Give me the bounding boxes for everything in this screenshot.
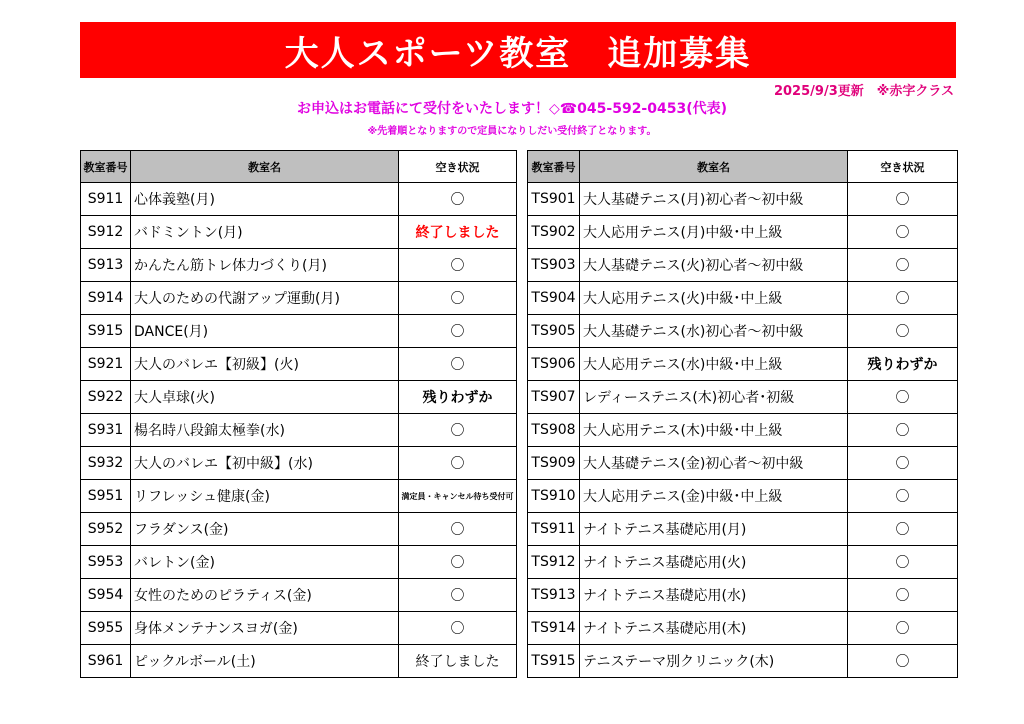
first-come-notice: ※先着順となりますので定員になりしだい受付終了となります。 [367, 126, 657, 137]
table-row [528, 315, 958, 348]
availability-status: 終了しました [399, 645, 517, 678]
class-name: 大人応用テニス(火)中級･中上級 [580, 282, 848, 315]
table-row [528, 513, 958, 546]
availability-status: 〇 [848, 546, 958, 579]
class-code: S961 [81, 645, 131, 678]
class-code: TS915 [528, 645, 580, 678]
class-code: TS910 [528, 480, 580, 513]
availability-status: 満定員・キャンセル待ち受付可 [399, 480, 517, 513]
class-name: フラダンス(金) [131, 513, 399, 546]
availability-status: 〇 [399, 282, 517, 315]
class-name: 大人応用テニス(月)中級･中上級 [580, 216, 848, 249]
class-code: S921 [81, 348, 131, 381]
table-row [81, 612, 517, 645]
availability-status: 〇 [848, 447, 958, 480]
availability-status: 〇 [399, 579, 517, 612]
class-code: TS909 [528, 447, 580, 480]
table-row [81, 282, 517, 315]
table-row [81, 249, 517, 282]
class-name: 大人基礎テニス(水)初心者～初中級 [580, 315, 848, 348]
classes-table-left [80, 150, 517, 678]
class-name: 大人応用テニス(木)中級･中上級 [580, 414, 848, 447]
class-code: TS903 [528, 249, 580, 282]
class-code: TS911 [528, 513, 580, 546]
table-row [528, 183, 958, 216]
class-code: TS908 [528, 414, 580, 447]
classes-table-right [527, 150, 958, 678]
phone-notice: お申込はお電話にて受付をいたします！◇☎045-592-0453(代表) [296, 101, 728, 117]
col-header-status: 空き状況 [399, 151, 517, 183]
availability-status: 〇 [848, 414, 958, 447]
availability-status: 〇 [399, 348, 517, 381]
table-row [528, 414, 958, 447]
class-code: TS907 [528, 381, 580, 414]
class-name: ナイトテニス基礎応用(木) [580, 612, 848, 645]
table-row [81, 546, 517, 579]
class-code: TS913 [528, 579, 580, 612]
class-code: TS902 [528, 216, 580, 249]
class-name: 大人のバレエ【初級】(火) [131, 348, 399, 381]
class-name: 身体メンテナンスヨガ(金) [131, 612, 399, 645]
table-row [528, 348, 958, 381]
availability-status: 〇 [399, 546, 517, 579]
class-name: ナイトテニス基礎応用(水) [580, 579, 848, 612]
table-row [81, 315, 517, 348]
table-row [528, 612, 958, 645]
class-code: TS904 [528, 282, 580, 315]
availability-status: 〇 [399, 249, 517, 282]
class-code: S955 [81, 612, 131, 645]
class-name: ピックルボール(土) [131, 645, 399, 678]
table-row [528, 282, 958, 315]
class-name: 大人応用テニス(金)中級･中上級 [580, 480, 848, 513]
availability-status: 残りわずか [848, 348, 958, 381]
availability-status: 終了しました [399, 216, 517, 249]
col-header-code: 教室番号 [81, 151, 131, 183]
page-title: 大人スポーツ教室 追加募集 [80, 22, 956, 78]
class-code: TS901 [528, 183, 580, 216]
availability-status: 〇 [848, 513, 958, 546]
class-code: TS912 [528, 546, 580, 579]
availability-status: 〇 [399, 315, 517, 348]
table-row [528, 249, 958, 282]
table-row [81, 645, 517, 678]
class-name: DANCE(月) [131, 315, 399, 348]
col-header-status: 空き状況 [848, 151, 958, 183]
table-row [81, 513, 517, 546]
table-row [528, 480, 958, 513]
availability-status: 〇 [848, 645, 958, 678]
table-row [81, 447, 517, 480]
class-code: S951 [81, 480, 131, 513]
class-name: かんたん筋トレ体力づくり(月) [131, 249, 399, 282]
availability-status: 〇 [848, 579, 958, 612]
availability-status: 残りわずか [399, 381, 517, 414]
availability-status: 〇 [848, 480, 958, 513]
table-row [81, 348, 517, 381]
class-name: 大人のバレエ【初中級】(水) [131, 447, 399, 480]
table-row [528, 447, 958, 480]
availability-status: 〇 [848, 216, 958, 249]
col-header-name: 教室名 [131, 151, 399, 183]
table-row [81, 480, 517, 513]
class-code: TS914 [528, 612, 580, 645]
class-code: TS906 [528, 348, 580, 381]
update-date: 2025/9/3更新 ※赤字クラス [773, 84, 954, 99]
availability-status: 〇 [399, 414, 517, 447]
availability-status: 〇 [399, 447, 517, 480]
class-name: バレトン(金) [131, 546, 399, 579]
class-name: テニステーマ別クリニック(木) [580, 645, 848, 678]
class-code: S911 [81, 183, 131, 216]
table-row [528, 579, 958, 612]
availability-status: 〇 [848, 612, 958, 645]
class-code: S915 [81, 315, 131, 348]
class-code: S922 [81, 381, 131, 414]
table-row [528, 216, 958, 249]
availability-status: 〇 [848, 249, 958, 282]
class-code: S931 [81, 414, 131, 447]
class-name: バドミントン(月) [131, 216, 399, 249]
availability-status: 〇 [399, 183, 517, 216]
class-name: リフレッシュ健康(金) [131, 480, 399, 513]
table-row [528, 381, 958, 414]
availability-status: 〇 [399, 612, 517, 645]
table-row [528, 645, 958, 678]
availability-status: 〇 [848, 315, 958, 348]
class-name: 大人基礎テニス(金)初心者～初中級 [580, 447, 848, 480]
class-name: 大人基礎テニス(火)初心者～初中級 [580, 249, 848, 282]
class-code: TS905 [528, 315, 580, 348]
availability-status: 〇 [399, 513, 517, 546]
table-row [81, 216, 517, 249]
col-header-name: 教室名 [580, 151, 848, 183]
table-row [81, 183, 517, 216]
table-row [81, 579, 517, 612]
class-name: 楊名時八段錦太極拳(水) [131, 414, 399, 447]
class-name: レディーステニス(木)初心者･初級 [580, 381, 848, 414]
class-name: 大人応用テニス(水)中級･中上級 [580, 348, 848, 381]
availability-status: 〇 [848, 282, 958, 315]
class-code: S953 [81, 546, 131, 579]
table-row [528, 546, 958, 579]
availability-status: 〇 [848, 381, 958, 414]
class-name: 大人基礎テニス(月)初心者～初中級 [580, 183, 848, 216]
class-name: 大人のための代謝アップ運動(月) [131, 282, 399, 315]
class-name: 大人卓球(火) [131, 381, 399, 414]
class-code: S952 [81, 513, 131, 546]
class-name: ナイトテニス基礎応用(月) [580, 513, 848, 546]
col-header-code: 教室番号 [528, 151, 580, 183]
class-code: S914 [81, 282, 131, 315]
table-row [81, 381, 517, 414]
table-header-row [81, 151, 517, 183]
class-code: S932 [81, 447, 131, 480]
table-header-row [528, 151, 958, 183]
class-code: S912 [81, 216, 131, 249]
class-code: S954 [81, 579, 131, 612]
class-code: S913 [81, 249, 131, 282]
class-name: 女性のためのピラティス(金) [131, 579, 399, 612]
class-name: 心体義塾(月) [131, 183, 399, 216]
table-row [81, 414, 517, 447]
class-name: ナイトテニス基礎応用(火) [580, 546, 848, 579]
availability-status: 〇 [848, 183, 958, 216]
